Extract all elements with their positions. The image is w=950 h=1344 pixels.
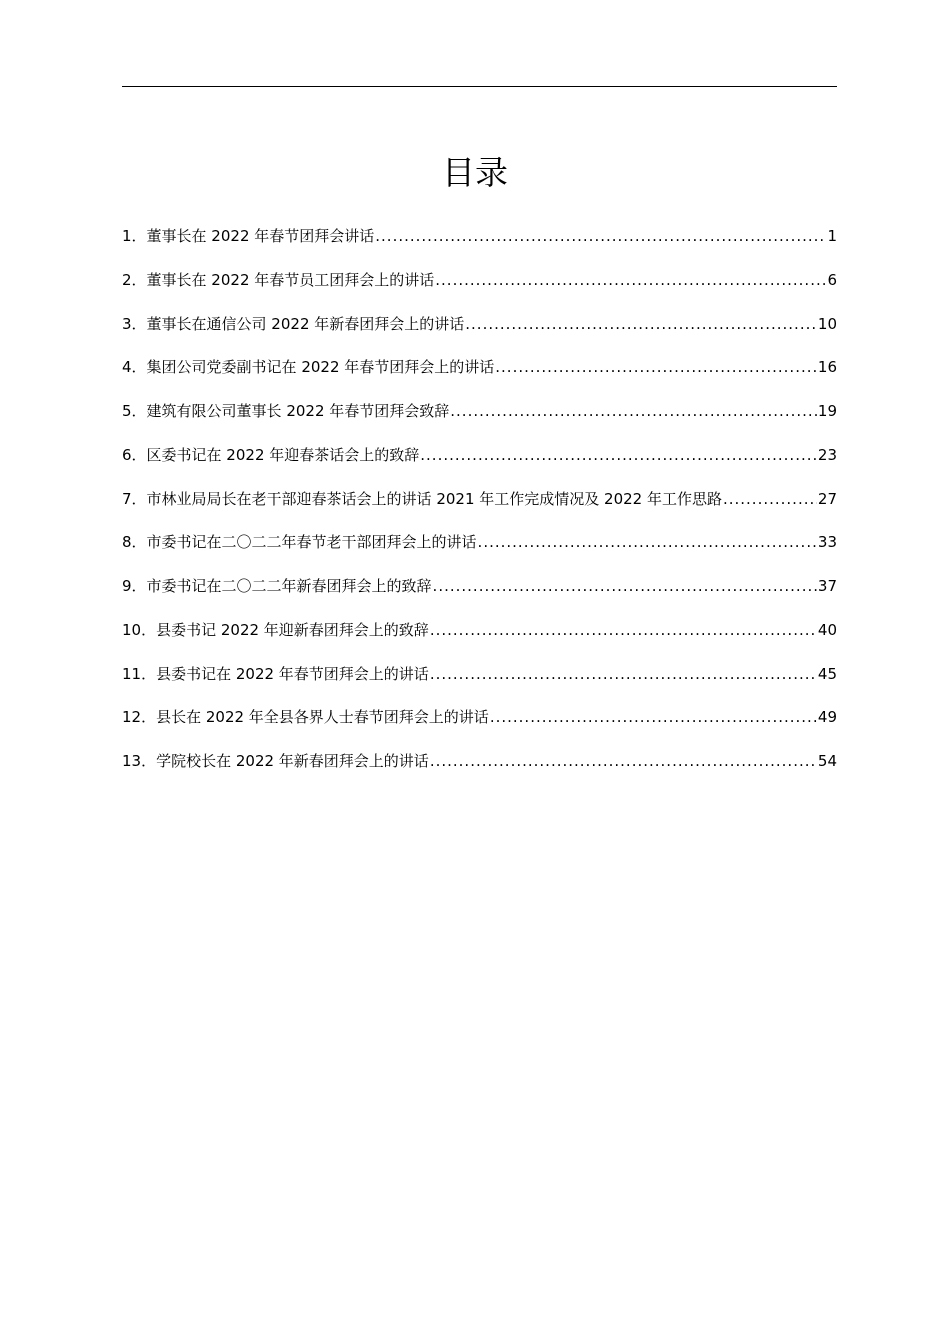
- toc-title: 目录: [442, 153, 508, 192]
- toc-entry-label: 12．县长在 2022 年全县各界人士春节团拜会上的讲话: [122, 708, 489, 727]
- toc-entry-label: 7．市林业局局长在老干部迎春茶话会上的讲话 2021 年工作完成情况及 2022 年工作思路: [122, 489, 722, 508]
- toc-entry-label: 11．县委书记在 2022 年春节团拜会上的讲话: [122, 664, 429, 683]
- toc-leader-dots: [430, 750, 817, 772]
- toc-entry[interactable]: [122, 575, 837, 619]
- toc-entry[interactable]: [122, 313, 837, 357]
- toc-entry[interactable]: [122, 619, 837, 663]
- toc-entry[interactable]: [122, 706, 837, 750]
- table-of-contents: [122, 225, 837, 794]
- toc-entry-page: 37: [817, 577, 837, 595]
- toc-leader-dots: [723, 488, 817, 510]
- toc-leader-dots: [465, 313, 817, 335]
- toc-entry[interactable]: [122, 531, 837, 575]
- toc-entry-page: 40: [817, 620, 837, 639]
- toc-entry-page: 33: [817, 533, 837, 552]
- toc-leader-dots: [450, 400, 817, 422]
- toc-entry-page: 6: [827, 270, 837, 289]
- toc-leader-dots: [495, 356, 817, 378]
- toc-leader-dots: [420, 444, 817, 466]
- toc-entry-label: 2．董事长在 2022 年春节员工团拜会上的讲话: [122, 270, 435, 289]
- header-rule: [122, 86, 837, 87]
- toc-entry-page: 45: [817, 664, 837, 683]
- toc-entry-label: 1．董事长在 2022 年春节团拜会讲话: [122, 227, 375, 245]
- toc-entry-label: 6．区委书记在 2022 年迎春茶话会上的致辞: [122, 445, 420, 464]
- toc-leader-dots: [490, 706, 817, 728]
- toc-entry-page: 1: [827, 227, 837, 245]
- toc-leader-dots: [478, 531, 817, 553]
- toc-entry-label: 9．市委书记在二〇二二年新春团拜会上的致辞: [122, 577, 432, 595]
- toc-leader-dots: [435, 269, 826, 291]
- toc-entry-page: 54: [817, 752, 837, 770]
- toc-entry-label: 8．市委书记在二〇二二年春节老干部团拜会上的讲话: [122, 533, 477, 552]
- toc-entry-label: 4．集团公司党委副书记在 2022 年春节团拜会上的讲话: [122, 358, 495, 377]
- toc-entry-page: 19: [817, 402, 837, 420]
- toc-leader-dots: [375, 225, 826, 247]
- toc-entry-label: 5．建筑有限公司董事长 2022 年春节团拜会致辞: [122, 402, 450, 420]
- toc-entry[interactable]: [122, 225, 837, 269]
- toc-entry-page: 10: [817, 314, 837, 333]
- toc-entry[interactable]: [122, 356, 837, 400]
- toc-entry[interactable]: [122, 663, 837, 707]
- toc-entry[interactable]: [122, 488, 837, 532]
- toc-leader-dots: [430, 663, 817, 685]
- toc-entry[interactable]: [122, 400, 837, 444]
- toc-leader-dots: [433, 575, 817, 597]
- toc-entry[interactable]: [122, 750, 837, 794]
- toc-entry[interactable]: [122, 444, 837, 488]
- toc-entry-page: 27: [817, 489, 837, 508]
- toc-entry-page: 23: [817, 445, 837, 464]
- toc-entry-page: 49: [817, 708, 837, 727]
- toc-entry-label: 10．县委书记 2022 年迎新春团拜会上的致辞: [122, 620, 429, 639]
- toc-entry[interactable]: [122, 269, 837, 313]
- toc-entry-label: 3．董事长在通信公司 2022 年新春团拜会上的讲话: [122, 314, 465, 333]
- toc-entry-page: 16: [817, 358, 837, 377]
- toc-leader-dots: [430, 619, 817, 641]
- toc-entry-label: 13．学院校长在 2022 年新春团拜会上的讲话: [122, 752, 429, 770]
